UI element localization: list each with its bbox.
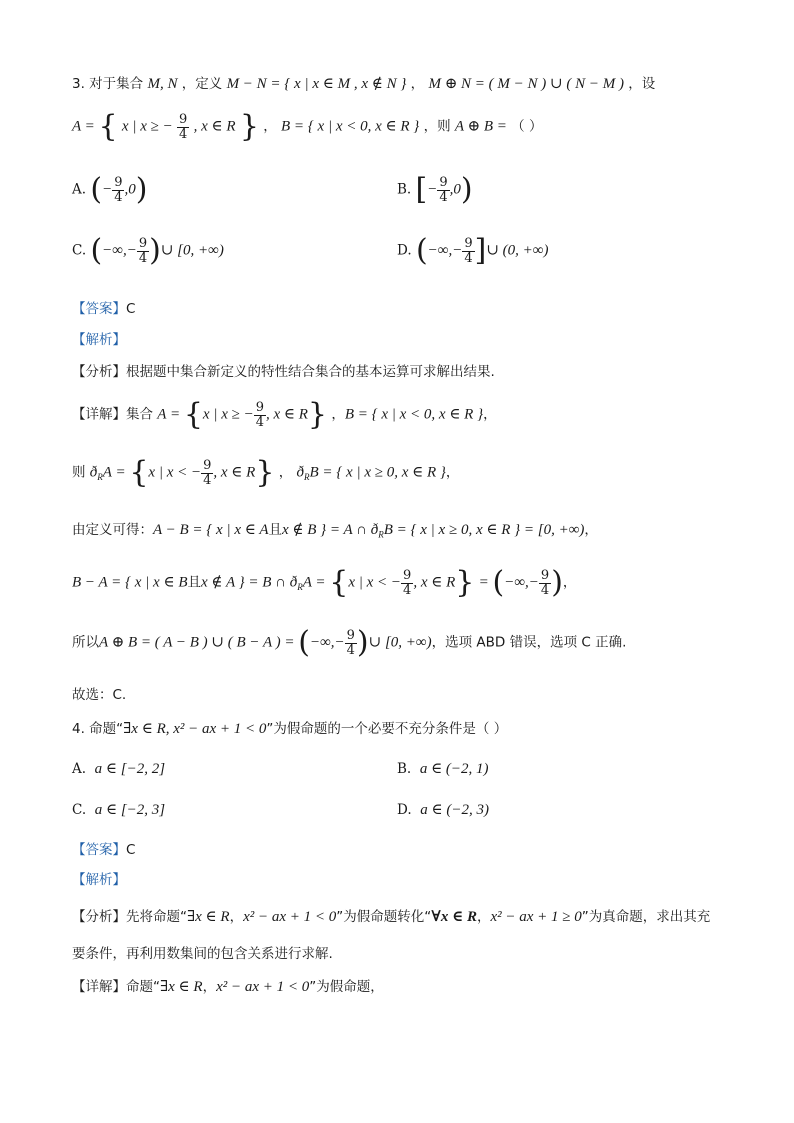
q4-detail: 【详解】命题“∃x ∈ R，x² − ax + 1 < 0”为假命题， <box>72 979 384 995</box>
q3-b-minus-a: B − A = { x | x ∈ B且x ∉ A } = B ∩ $ð_RA = \{x$ | x < − $\frac{9}{4}$ , x ∈ R} = (−∞,− $\frac{9}{4}$ )， <box>72 565 577 600</box>
q3-conclusion: 所以A ⊕ B = ( A − B ) ∪ ( B − A ) = (−∞,− $\frac{9}{4}$ )∪ [0, +∞)，选项 ABD 错误，选项 C 正确. <box>72 625 627 660</box>
q4-option-c: C. a ∈ [−2, 3] <box>72 802 166 818</box>
q3-choose: 故选：C. <box>72 687 127 703</box>
q3-def-line: 由定义可得：A − B = { x | x ∈ A且x ∉ B } = A ∩ $ð_RB$ = { x | x ≥ 0, x ∈ R } = [0, +∞)， <box>72 522 598 540</box>
fraction: $\frac{9}{4}$ <box>179 111 188 142</box>
fraction: $\frac{9}{4}$ <box>540 567 550 598</box>
q3-option-c: C. (−∞,− $\frac{9}{4}$ )∪ [0, +∞) <box>72 233 224 268</box>
q3-stem-line2: A = { x | x ≥ − $\frac{9}{4}$ , x ∈ R } ， B = { x | x < 0, x ∈ R } ，则 A ⊕ B = （ ） <box>72 109 543 144</box>
fraction: $\frac{9}{4}$ <box>464 235 473 266</box>
q3-option-b: B. [− $\frac{9}{4}$ ,0) <box>397 172 473 207</box>
fraction: $\frac{9}{4}$ <box>255 399 264 430</box>
q3-answer: 【答案】C <box>72 301 136 317</box>
q4-stem: 4. 命题“∃x ∈ R, x² − ax + 1 < 0”为假命题的一个必要不充分条件是（ ） <box>72 721 508 737</box>
q3-analysis-tag: 【解析】 <box>72 332 126 348</box>
q4-option-d: D. a ∈ (−2, 3) <box>397 802 489 818</box>
q4-analysis-tag: 【解析】 <box>72 872 126 888</box>
q3-option-a: A. (− $\frac{9}{4}$ ,0) <box>72 172 148 207</box>
q4-option-b: B. a ∈ (−2, 1) <box>397 761 489 777</box>
q3-detail: 【详解】集合 A = {x | x ≥ − $\frac{9}{4}$ , x ∈ R} ，B = { x | x < 0, x ∈ R }， <box>72 397 497 432</box>
q3-option-d: D. (−∞,− $\frac{9}{4}$ ]∪ (0, +∞) <box>397 233 549 268</box>
fraction: $\frac{9}{4}$ <box>138 235 148 266</box>
q3-complements: 则 $ð_RA = \{x$ | x < − $\frac{9}{4}$ , x ∈ R} ， $ð_RB$ = { x | x ≥ 0, x ∈ R }， <box>72 455 460 490</box>
q3-fenxi: 【分析】根据题中集合新定义的特性结合集合的基本运算可求解出结果. <box>72 364 495 380</box>
fraction: $\frac{9}{4}$ <box>346 627 355 658</box>
q4-fenxi: 【分析】先将命题“∃x ∈ R，x² − ax + 1 < 0”为假命题转化“∀x ∈ R，x² − ax + 1 ≥ 0”为真命题，求出其充 <box>72 909 711 925</box>
fraction: $\frac{9}{4}$ <box>403 567 412 598</box>
fraction: $\frac{9}{4}$ <box>114 174 123 205</box>
q4-answer: 【答案】C <box>72 842 136 858</box>
fraction: $\frac{9}{4}$ <box>203 457 212 488</box>
q4-fenxi-line2: 要条件，再利用数集间的包含关系进行求解. <box>72 946 333 962</box>
q4-option-a: A. a ∈ [−2, 2] <box>72 761 166 777</box>
q3-stem-line1: 3. 对于集合 M, N ，定义 M − N = { x | x ∈ M , x ∉ N } ， M ⊕ N = ( M − N ) ∪ ( N − M ) ，设 <box>72 76 656 92</box>
fraction: $\frac{9}{4}$ <box>439 174 448 205</box>
